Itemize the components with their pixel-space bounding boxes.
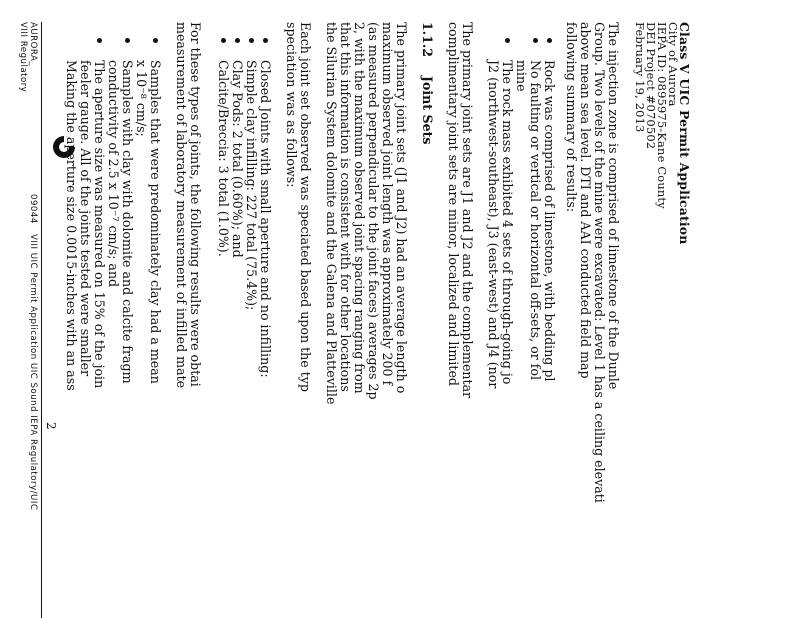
paragraph-line: The primary joint sets are J1 and J2 and the complementar [460,22,475,399]
bullet-text: Closed Joints with small aperture and no infilling: [258,60,273,378]
header-iepa-id: IEPA ID: 0895975-Kane County [655,22,669,209]
paragraph-line: 2, with the maximum observed joint spacing ranging from [352,22,367,394]
bullet-text: The rock mass exhibited 4 sets of through-going jo [500,60,515,385]
bullet-dot [221,38,226,43]
footer-line: AURORA_ [28,22,38,67]
footer-doc-code: 09044 [28,194,38,224]
intro-line: The injection zone is comprised of limestone of the Dunle [606,22,621,390]
bullet-dot [97,38,102,43]
intro-line: following summary of results: [564,22,579,213]
bullet-text: Simple clay infilling: 227 total (75.4%); [244,60,259,311]
paragraph-line: For these types of joints, the following results were obtai [188,22,203,387]
paragraph-line: complimentary joint sets are minor, localized and limited [446,22,461,386]
paragraph-line: The primary joint sets (J1 and J2) had an average length o [394,22,409,394]
bullet-text: x 10⁻⁸ cm/s; [134,60,149,137]
bullet-dot [533,38,538,43]
bullet-dot [249,38,254,43]
intro-line: above mean sea level. DTI and AAI conducted field map [578,22,593,379]
bullet-dot [547,38,552,43]
bullet-text: feeler gauge. All of the joints tested were smaller [78,60,93,377]
header-date: February 19, 2013 [633,22,647,133]
section-number: 1.1.2 [420,22,435,58]
bullet-text: conductivity of 2.5 x 10⁻⁷ cm/s; and [106,60,121,288]
paragraph-line: (as measured perpendicular to the joint faces) averages 2p [366,22,381,400]
paragraph-line: speciation was as follows: [284,22,299,188]
footer-line: VIII Regulatory [18,22,28,93]
bullet-text: J2 (northwest-southeast), J3 (east-west) and J4 (nor [486,60,501,389]
page-number: 2 [44,422,58,430]
section-title: Joint Sets [420,76,435,145]
bullet-dot [153,38,158,43]
paragraph-line: that this information is consistent with for other locations [338,22,353,392]
intro-line: Group. Two levels of the mine were excavated: Level 1 has a ceiling elevati [592,22,607,503]
bullet-dot [263,38,268,43]
bullet-text: Calcite/Breccia: 3 total (1.0%). [216,60,231,257]
bullet-text: Making the aperture size 0.0015-inches with an ass [64,60,79,391]
footer-rule [41,22,42,618]
header-project: DEI Project #070502 [644,22,658,150]
document-title: Class V UIC Permit Application [677,22,692,245]
bullet-text: Clay Pods: 2 total (0.60%); and [230,60,245,258]
paragraph-line: measurement of laboratory measurement of infilled mate [174,22,189,389]
bullet-text: Samples with clay with dolomite and calcite fragm [120,60,135,384]
footer-doc-title: VIII UIC Permit Application UIC Sound IEPA Regulatory/UIC [28,234,38,511]
paragraph-line: the Silurian System dolomite and the Galena and Platteville [324,22,339,405]
bullet-dot [125,38,130,43]
paragraph-line: Each joint set observed was speciated based upon the typ [298,22,313,392]
paragraph-line: maximum observed joint length was approximately 200 f [380,22,395,386]
bullet-dot [235,38,240,43]
document-page [18,22,692,612]
bullet-text: mine [514,60,529,92]
header-city: City of Aurora [666,22,680,107]
bullet-text: Samples that were predominately clay had a mean [148,60,163,384]
bullet-dot [505,38,510,43]
bullet-text: No faulting or vertical or horizontal off-sets, or fol [528,60,543,380]
bullet-text: Rock was comprised of limestone, with bedding pl [542,60,557,382]
bullet-text: The aperture size was measured on 15% of the join [92,60,107,389]
